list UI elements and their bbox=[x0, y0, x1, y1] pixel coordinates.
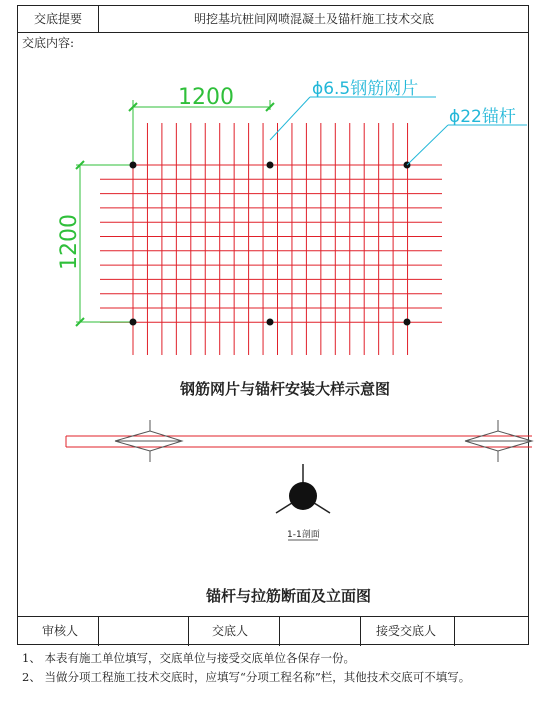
header-title: 明挖基坑桩间网喷混凝土及锚杆施工技术交底 bbox=[194, 12, 435, 26]
signature-divider-3 bbox=[279, 616, 280, 646]
header-label: 交底提要 bbox=[34, 12, 83, 26]
signature-row-divider bbox=[18, 616, 528, 617]
discloser-label: 交底人 bbox=[212, 624, 249, 638]
horizontal-dimension bbox=[129, 100, 274, 167]
anchor-point bbox=[130, 162, 137, 169]
anchor-section-diagram bbox=[0, 410, 547, 560]
note-2: 2、 当做分项工程施工技术交底时，应填写“分项工程名称”栏，其他技术交底可不填写。 bbox=[22, 670, 471, 684]
figure1-caption: 钢筋网片与锚杆安装大样示意图 bbox=[180, 380, 391, 398]
note-1: 1、 本表有施工单位填写，交底单位与接受交底单位各保存一份。 bbox=[22, 651, 355, 665]
dimension-vertical-label: 1200 bbox=[57, 214, 82, 270]
figure2-caption: 锚杆与拉筋断面及立面图 bbox=[206, 587, 372, 605]
signature-divider-5 bbox=[454, 616, 455, 646]
mesh-label: ϕ6.5钢筋网片 bbox=[312, 79, 419, 99]
dimension-horizontal-label: 1200 bbox=[178, 85, 234, 110]
anchor-point bbox=[267, 319, 274, 326]
section-label: 1-1剖面 bbox=[287, 530, 320, 540]
mesh-horizontal-bars bbox=[100, 165, 442, 322]
anchor-points bbox=[130, 162, 411, 326]
reviewer-label: 审核人 bbox=[42, 624, 79, 638]
signature-divider-2 bbox=[188, 616, 189, 646]
anchor-point bbox=[130, 319, 137, 326]
anchor-leader bbox=[407, 125, 527, 165]
receiver-label: 接受交底人 bbox=[376, 624, 437, 638]
vertical-dimension bbox=[76, 161, 133, 326]
content-label: 交底内容: bbox=[22, 36, 75, 50]
anchor-point bbox=[404, 319, 411, 326]
anchor-cross-section bbox=[276, 464, 330, 513]
anchor-point bbox=[267, 162, 274, 169]
mesh-leader bbox=[270, 97, 436, 140]
signature-divider-1 bbox=[98, 616, 99, 646]
signature-divider-4 bbox=[360, 616, 361, 646]
tie-bar-right bbox=[465, 420, 532, 462]
tie-bar-left bbox=[115, 420, 182, 462]
anchor-label: ϕ22锚杆 bbox=[449, 107, 516, 127]
